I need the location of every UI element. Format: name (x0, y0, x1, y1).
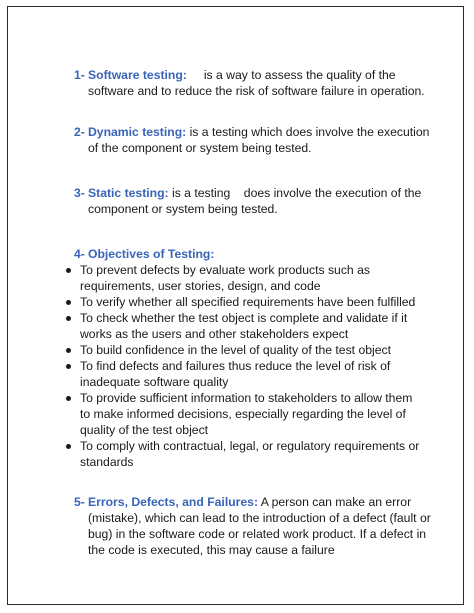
list-item (66, 294, 422, 310)
list-item (66, 390, 422, 438)
section-dynamic-testing (74, 124, 434, 156)
list-item-text: To check whether the test object is complete and validate if it works as the users and other stakeholders expect (80, 311, 408, 341)
bullet-icon (66, 316, 71, 321)
bullet-icon (66, 396, 71, 401)
section-errors-defects-failures (74, 494, 434, 558)
list-item (66, 342, 422, 358)
list-item-text: To prevent defects by evaluate work products such as requirements, user stories, design, and code (80, 263, 370, 293)
section-number: 5- (74, 495, 85, 509)
section-objectives (74, 246, 434, 262)
section-static-testing (74, 185, 434, 217)
section-number: 4- (74, 247, 85, 261)
section-number: 3- (74, 186, 85, 200)
objectives-list (66, 262, 422, 470)
section-heading: Objectives of Testing: (88, 247, 215, 261)
list-item-text: To provide sufficient information to stakeholders to allow them to make informed decisions, especially regarding the level of quality of the test object (80, 391, 413, 437)
list-item-text: To verify whether all specified requirements have been fulfilled (80, 295, 416, 309)
section-heading: Static testing: (88, 186, 169, 200)
list-item (66, 438, 422, 470)
bullet-icon (66, 364, 71, 369)
bullet-icon (66, 268, 71, 273)
document-page (7, 6, 464, 605)
list-item-text: To find defects and failures thus reduce the level of risk of inadequate software quality (80, 359, 391, 389)
list-item (66, 262, 422, 294)
section-text: is a way to assess the quality of the software and to reduce the risk of software failure in operation. (88, 68, 425, 98)
section-text: A person can make an error (mistake), which can lead to the introduction of a defect (fault or bug) in the software code or related work product. If a defect in the code is executed, this may cause a failure (88, 495, 431, 557)
list-item-text: To comply with contractual, legal, or regulatory requirements or standards (80, 439, 420, 469)
section-text: is a testing does involve the execution of the component or system being tested. (88, 186, 425, 216)
objectives-list-wrap (66, 262, 422, 470)
bullet-icon (66, 300, 71, 305)
bullet-icon (66, 444, 71, 449)
section-number: 1- (74, 68, 85, 82)
section-heading: Errors, Defects, and Failures: (88, 495, 259, 509)
section-number: 2- (74, 125, 85, 139)
section-text: is a testing which does involve the execution of the component or system being tested. (88, 125, 430, 155)
list-item-text: To build confidence in the level of quality of the test object (80, 343, 391, 357)
bullet-icon (66, 348, 71, 353)
section-heading: Software testing: (88, 68, 187, 82)
list-item (66, 358, 422, 390)
list-item (66, 310, 422, 342)
section-software-testing (74, 67, 434, 99)
section-heading: Dynamic testing: (88, 125, 187, 139)
